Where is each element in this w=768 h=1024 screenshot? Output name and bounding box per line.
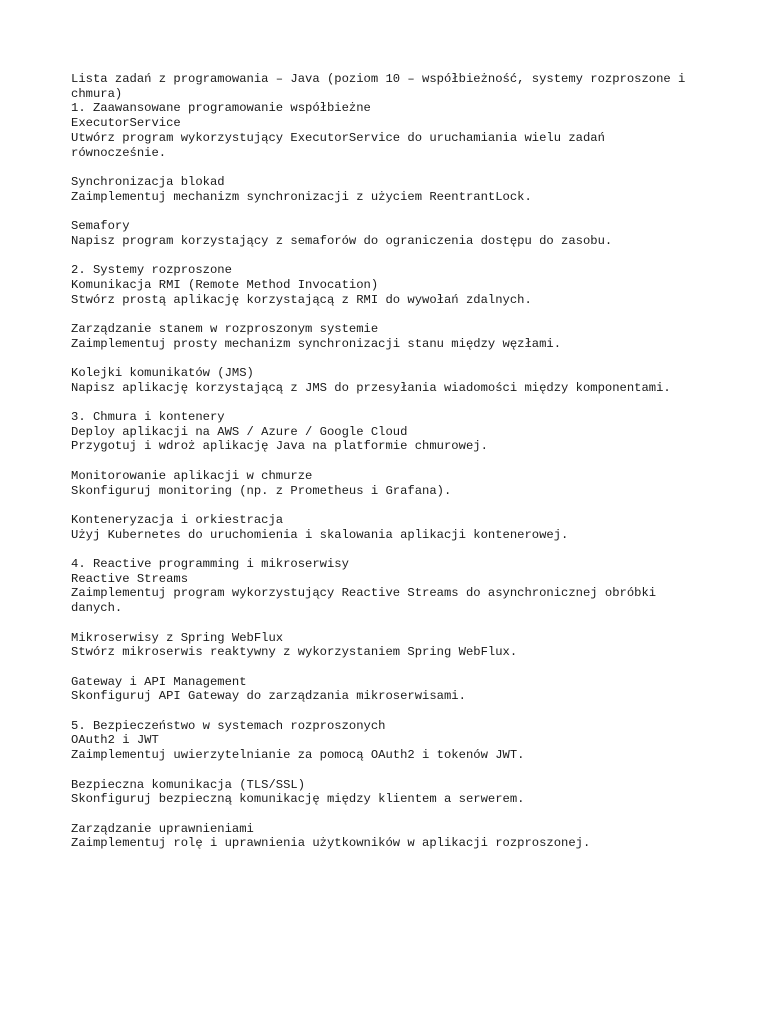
task-description: Skonfiguruj API Gateway do zarządzania mikroserwisami. [71,689,466,704]
task-name: Synchronizacja blokad [71,174,225,189]
task-name: Reactive Streams [71,571,189,586]
blank-line [71,542,701,557]
blank-line [71,395,701,410]
blank-line [71,248,701,263]
task-name: Komunikacja RMI (Remote Method Invocation) [71,277,379,292]
task-name: Zarządzanie uprawnieniami [71,821,254,836]
task-name: OAuth2 i JWT [71,733,159,748]
task-description: Stwórz prostą aplikację korzystającą z RMI do wywołań zdalnych. [71,292,532,307]
section-heading: 5. Bezpieczeństwo w systemach rozproszonych [71,718,386,733]
section-heading: 3. Chmura i kontenery [71,410,225,425]
blank-line [71,498,701,513]
task-description: Zaimplementuj prosty mechanizm synchronizacji stanu między węzłami. [71,336,562,351]
task-description: Napisz program korzystający z semaforów do ograniczenia dostępu do zasobu. [71,233,613,248]
task-description: Zaimplementuj rolę i uprawnienia użytkowników w aplikacji rozproszonej. [71,836,591,851]
blank-line [71,807,701,822]
blank-line [71,454,701,469]
task-description: Użyj Kubernetes do uruchomienia i skalowania aplikacji kontenerowej. [71,527,569,542]
section-heading: 4. Reactive programming i mikroserwisy [71,557,349,572]
document-title: Lista zadań z programowania – Java (poziom 10 – współbieżność, systemy rozproszone i chmura) [71,72,693,101]
blank-line [71,307,701,322]
task-name: Bezpieczna komunikacja (TLS/SSL) [71,777,306,792]
section-heading: 1. Zaawansowane programowanie współbieżne [71,101,371,116]
task-name: ExecutorService [71,116,181,131]
document-body [71,72,701,851]
task-description: Zaimplementuj mechanizm synchronizacji z użyciem ReentrantLock. [71,189,532,204]
task-name: Zarządzanie stanem w rozproszonym systemie [71,321,379,336]
task-description: Napisz aplikację korzystającą z JMS do przesyłania wiadomości między komponentami. [71,380,671,395]
blank-line [71,351,701,366]
blank-line [71,616,701,631]
blank-line [71,763,701,778]
task-description: Skonfiguruj bezpieczną komunikację między klientem a serwerem. [71,792,525,807]
task-description: Utwórz program wykorzystujący ExecutorService do uruchamiania wielu zadań równocześnie. [71,130,613,160]
task-name: Deploy aplikacji na AWS / Azure / Google Cloud [71,424,408,439]
task-description: Zaimplementuj uwierzytelnianie za pomocą OAuth2 i tokenów JWT. [71,748,525,763]
task-description: Skonfiguruj monitoring (np. z Prometheus i Grafana). [71,483,452,498]
blank-line [71,660,701,675]
blank-line [71,160,701,175]
task-description: Stwórz mikroserwis reaktywny z wykorzystaniem Spring WebFlux. [71,645,518,660]
blank-line [71,204,701,219]
task-name: Mikroserwisy z Spring WebFlux [71,630,284,645]
task-name: Konteneryzacja i orkiestracja [71,512,284,527]
task-name: Gateway i API Management [71,674,247,689]
task-name: Monitorowanie aplikacji w chmurze [71,468,313,483]
task-name: Kolejki komunikatów (JMS) [71,365,254,380]
task-name: Semafory [71,219,130,233]
blank-line [71,704,701,719]
task-description: Zaimplementuj program wykorzystujący Reactive Streams do asynchronicznej obróbki danych. [71,586,664,616]
section-heading: 2. Systemy rozproszone [71,263,232,278]
task-description: Przygotuj i wdroż aplikację Java na platformie chmurowej. [71,439,488,454]
